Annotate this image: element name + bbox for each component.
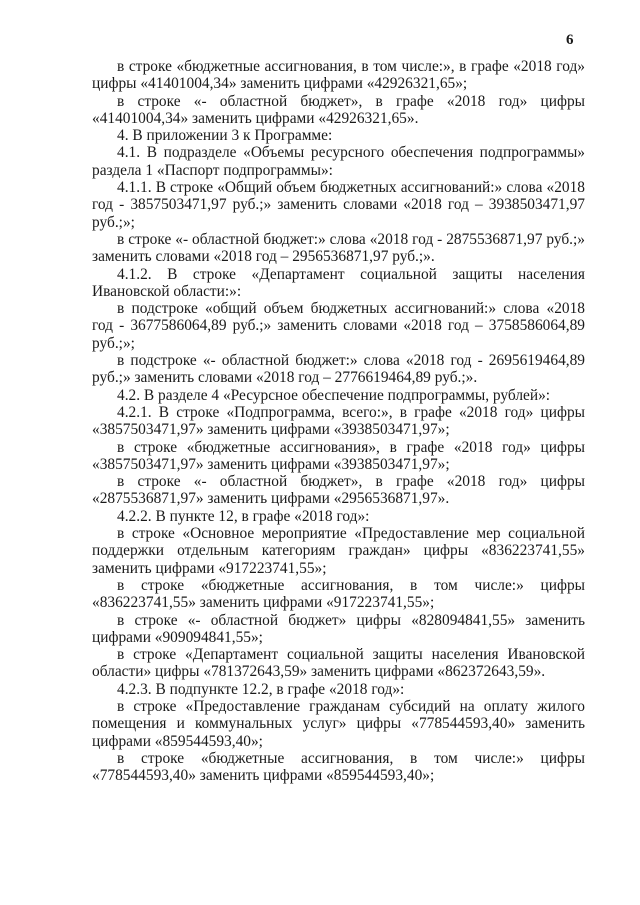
paragraph-13: в строке «- областной бюджет», в графе «2018 год» цифры «2875536871,97» заменить цифрами «2956536871,97». xyxy=(92,473,585,508)
page-number: 6 xyxy=(566,32,574,48)
paragraph-21: в строке «бюджетные ассигнования, в том числе:» цифры «778544593,40» заменить цифрами «859544593,40»; xyxy=(92,749,585,785)
paragraph-20: в строке «Предоставление гражданам субсидий на оплату жилого помещения и коммунальных услуг» цифры «778544593,40» заменить цифрами «859544593,40»; xyxy=(92,697,585,750)
paragraph-10: 4.2. В разделе 4 «Ресурсное обеспечение подпрограммы, рублей»: xyxy=(117,386,551,404)
paragraph-4: 4.1. В подразделе «Объемы ресурсного обеспечения подпрограммы» раздела 1 «Паспорт подпрограммы»: xyxy=(92,144,585,179)
paragraph-14: 4.2.2. В пункте 12, в графе «2018 год»: xyxy=(117,507,370,525)
paragraph-9: в подстроке «- областной бюджет:» слова «2018 год - 2695619464,89 руб.;» заменить словами «2018 год – 2776619464,89 руб.;». xyxy=(92,352,585,387)
paragraph-2: в строке «- областной бюджет», в графе «2018 год» цифры «41401004,34» заменить цифрами «42926321,65». xyxy=(92,92,585,127)
paragraph-6: в строке «- областной бюджет:» слова «2018 год - 2875536871,97 руб.;» заменить словами «2018 год – 2956536871,97 руб.;». xyxy=(92,230,585,266)
paragraph-7: 4.1.2. В строке «Департамент социальной защиты населения Ивановской области:»: xyxy=(92,265,585,300)
paragraph-15: в строке «Основное мероприятие «Предоставление мер социальной поддержки отдельным категориям граждан» цифры «836223741,55» заменить цифрами «917223741,55»; xyxy=(92,525,585,577)
paragraph-16: в строке «бюджетные ассигнования, в том числе:» цифры «836223741,55» заменить цифрами «917223741,55»; xyxy=(92,576,585,612)
paragraph-8: в подстроке «общий объем бюджетных ассигнований:» слова «2018 год - 3677586064,89 руб.;» заменить словами «2018 год – 3758586064,89 руб.;»; xyxy=(92,300,585,352)
document-body xyxy=(92,58,585,784)
paragraph-12: в строке «бюджетные ассигнования», в графе «2018 год» цифры «3857503471,97» заменить цифрами «3938503471,97»; xyxy=(92,438,585,473)
paragraph-1: в строке «бюджетные ассигнования, в том числе:», в графе «2018 год» цифры «41401004,34» заменить цифрами «42926321,65»; xyxy=(92,58,585,93)
paragraph-3: 4. В приложении 3 к Программе: xyxy=(117,127,333,145)
paragraph-17: в строке «- областной бюджет» цифры «828094841,55» заменить цифрами «909094841,55»; xyxy=(92,611,585,646)
paragraph-5: 4.1.1. В строке «Общий объем бюджетных ассигнований:» слова «2018 год - 3857503471,97 руб.;» заменить словами «2018 год – 3938503471,97 руб.;»; xyxy=(92,179,585,231)
paragraph-19: 4.2.3. В подпункте 12.2, в графе «2018 год»: xyxy=(117,680,405,698)
paragraph-11: 4.2.1. В строке «Подпрограмма, всего:», в графе «2018 год» цифры «3857503471,97» заменить цифрами «3938503471,97»; xyxy=(92,403,585,439)
paragraph-18: в строке «Департамент социальной защиты населения Ивановской области» цифры «781372643,59» заменить цифрами «862372643,59». xyxy=(92,646,585,681)
